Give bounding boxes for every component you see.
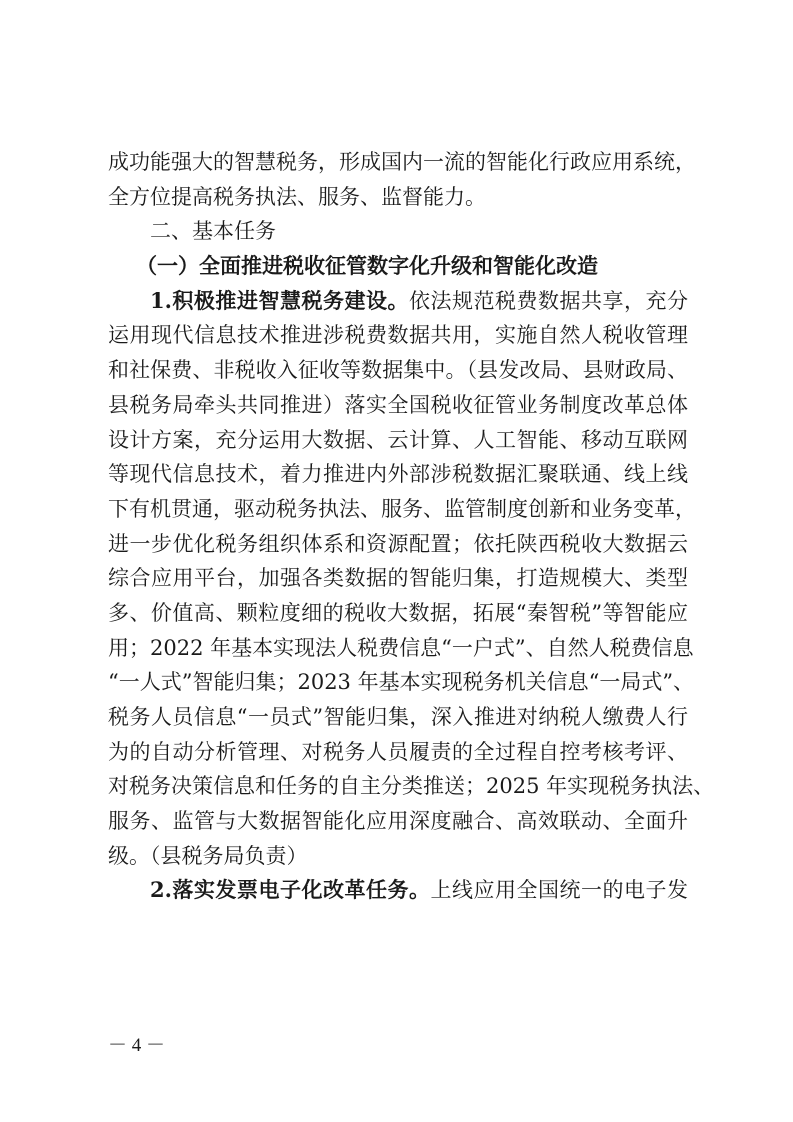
paragraph-line: 进一步优化税务组织体系和资源配置；依托陕西税收大数据云 [108, 531, 688, 556]
section-heading: 二、基本任务 [150, 219, 276, 244]
subsection-heading: （一）全面推进税收征管数字化升级和智能化改造 [136, 253, 598, 279]
paragraph-line: 税务人员信息“一员式”智能归集，深入推进对纳税人缴费人行 [108, 705, 688, 729]
paragraph-line: 为的自动分析管理、对税务人员履责的全过程自控考核考评、 [108, 739, 688, 764]
item2-first-line-rest: 上线应用全国统一的电子发 [430, 878, 689, 903]
paragraph-line: 等现代信息技术，着力推进内外部涉税数据汇聚联通、线上线 [108, 462, 688, 487]
paragraph-line: 全方位提高税务执法、服务、监督能力。 [108, 184, 486, 209]
item1-first-line [108, 284, 688, 319]
paragraph-line: 用；2022 年基本实现法人税费信息“一户式”、自然人税费信息 [108, 635, 694, 660]
paragraph-line: 下有机贯通，驱动税务执法、服务、监管制度创新和业务变革， [108, 496, 696, 521]
paragraph-line: 设计方案，充分运用大数据、云计算、人工智能、移动互联网 [108, 427, 688, 452]
page-number: － 4 － [108, 1035, 166, 1056]
item2-title: 2.落实发票电子化改革任务。 [150, 877, 431, 903]
item1-title: 1.积极推进智慧税务建设。 [150, 287, 409, 313]
paragraph-line: 县税务局牵头共同推进）落实全国税收征管业务制度改革总体 [108, 392, 688, 417]
paragraph-line: 多、价值高、颗粒度细的税收大数据，拓展“秦智税”等智能应 [108, 600, 688, 625]
paragraph-line: 运用现代信息技术推进涉税费数据共用，实施自然人税收管理 [108, 323, 688, 348]
item1-first-line-rest: 依法规范税费数据共享，充分 [408, 288, 689, 313]
body-text [108, 145, 715, 908]
paragraph-line: 级。（县税务局负责） [108, 843, 308, 868]
paragraph-line: 成功能强大的智慧税务，形成国内一流的智能化行政应用系统， [108, 150, 696, 174]
paragraph-line: 服务、监管与大数据智能化应用深度融合、高效联动、全面升 [108, 809, 688, 834]
item2-first-line [108, 873, 688, 908]
paragraph-line: 和社保费、非税收入征收等数据集中。（县发改局、县财政局、 [108, 358, 688, 383]
paragraph-line: 综合应用平台，加强各类数据的智能归集，打造规模大、类型 [108, 566, 688, 591]
paragraph-line: 对税务决策信息和任务的自主分类推送；2025 年实现税务执法、 [108, 774, 715, 799]
paragraph-line: “一人式”智能归集；2023 年基本实现税务机关信息“一局式”、 [108, 670, 695, 695]
